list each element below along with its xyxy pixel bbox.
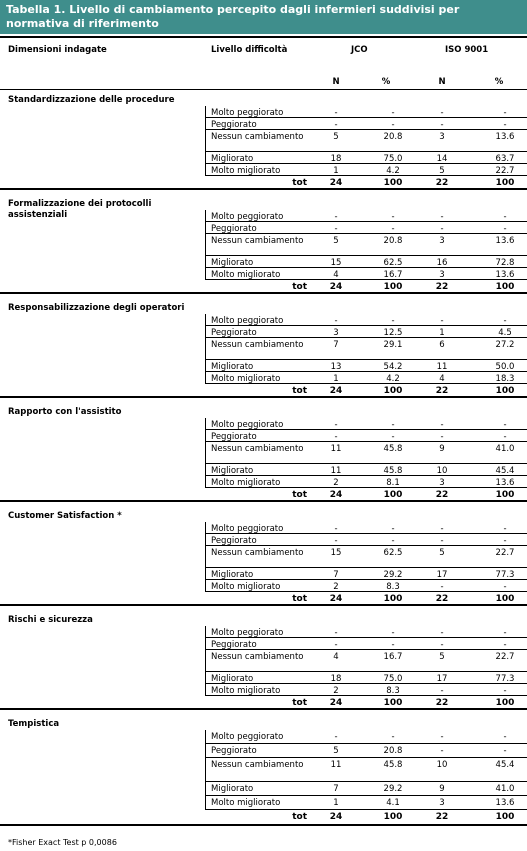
iso-pct-cell: 13.6 xyxy=(495,132,515,142)
iso-n-cell: - xyxy=(440,224,444,234)
jco-pct-cell: 8.3 xyxy=(386,582,400,592)
level-label: Molto peggiorato xyxy=(211,628,284,638)
level-label: Molto migliorato xyxy=(211,478,281,488)
iso-n-cell: - xyxy=(440,420,444,430)
level-label: Nessun cambiamento xyxy=(211,652,304,662)
iso-n-cell: 4 xyxy=(439,374,445,384)
level-label: Molto migliorato xyxy=(211,686,281,696)
section-divider xyxy=(205,522,206,592)
iso-pct-cell: - xyxy=(503,420,507,430)
iso-pct-cell: - xyxy=(503,212,507,222)
jco-pct-cell: - xyxy=(391,732,395,742)
jco-n-cell: - xyxy=(334,536,338,546)
jco-n-cell: 1 xyxy=(333,798,339,808)
jco-n-cell: - xyxy=(334,120,338,130)
table-row xyxy=(205,418,527,430)
jco-pct-cell: 62.5 xyxy=(383,548,403,558)
section-rule xyxy=(0,188,527,190)
total-row xyxy=(205,384,527,396)
dimension-label: Customer Satisfaction * xyxy=(8,511,122,521)
iso-pct-cell: 100 xyxy=(495,594,515,604)
total-label: tot xyxy=(292,812,307,822)
section-rule xyxy=(0,500,527,502)
jco-pct-cell: 100 xyxy=(383,178,403,188)
dimension-label: Standardizzazione delle procedure xyxy=(8,95,175,105)
dimension-label: Rapporto con l'assistito xyxy=(8,407,122,417)
iso-n-cell: - xyxy=(440,212,444,222)
jco-n-cell: 5 xyxy=(333,236,339,246)
iso-pct-cell: 100 xyxy=(495,282,515,292)
jco-pct-cell: 20.8 xyxy=(383,746,403,756)
level-label: Molto migliorato xyxy=(211,166,281,176)
iso-pct-cell: - xyxy=(503,524,507,534)
iso-pct-cell: 77.3 xyxy=(495,570,515,580)
table-row xyxy=(205,568,527,580)
table-row xyxy=(205,360,527,372)
jco-n-cell: 11 xyxy=(330,444,342,454)
iso-n-cell: 22 xyxy=(435,386,449,396)
jco-pct-cell: 16.7 xyxy=(383,270,403,280)
jco-n-cell: - xyxy=(334,432,338,442)
jco-pct-cell: - xyxy=(391,524,395,534)
section-rule xyxy=(0,604,527,606)
jco-n-cell: 24 xyxy=(329,812,343,822)
iso-n-cell: 5 xyxy=(439,548,445,558)
jco-pct-cell: 29.2 xyxy=(383,570,403,580)
jco-pct-cell: 20.8 xyxy=(383,132,403,142)
iso-pct-cell: 45.4 xyxy=(495,466,515,476)
iso-n-cell: 16 xyxy=(436,258,448,268)
jco-n-cell: - xyxy=(334,224,338,234)
level-label: Peggiorato xyxy=(211,640,257,650)
jco-n-cell: 24 xyxy=(329,490,343,500)
jco-n-cell: 24 xyxy=(329,698,343,708)
iso-pct-cell: 18.3 xyxy=(495,374,515,384)
jco-pct-cell: 29.1 xyxy=(383,340,403,350)
iso-n-cell: 22 xyxy=(435,178,449,188)
table-row xyxy=(205,546,527,568)
total-row xyxy=(205,592,527,604)
iso-pct-cell: 100 xyxy=(495,812,515,822)
level-label: Molto migliorato xyxy=(211,798,281,808)
jco-pct-cell: - xyxy=(391,212,395,222)
iso-n-cell: - xyxy=(440,316,444,326)
table-row xyxy=(205,758,527,782)
iso-n-cell: - xyxy=(440,628,444,638)
total-row xyxy=(205,176,527,188)
table-row xyxy=(205,796,527,810)
header-iso-pct: % xyxy=(494,77,504,87)
level-label: Molto peggiorato xyxy=(211,524,284,534)
header-rule-bottom xyxy=(0,89,527,90)
dimension-label: Rischi e sicurezza xyxy=(8,615,93,625)
section-rule xyxy=(0,708,527,710)
jco-n-cell: - xyxy=(334,316,338,326)
jco-n-cell: 15 xyxy=(330,258,342,268)
iso-n-cell: 3 xyxy=(439,270,445,280)
iso-pct-cell: 13.6 xyxy=(495,236,515,246)
jco-pct-cell: 45.8 xyxy=(383,444,403,454)
jco-pct-cell: - xyxy=(391,224,395,234)
iso-n-cell: 22 xyxy=(435,282,449,292)
jco-pct-cell: 62.5 xyxy=(383,258,403,268)
table-row xyxy=(205,234,527,256)
jco-n-cell: 2 xyxy=(333,582,339,592)
jco-n-cell: 1 xyxy=(333,374,339,384)
iso-n-cell: 14 xyxy=(436,154,448,164)
table-row xyxy=(205,268,527,280)
table-row xyxy=(205,522,527,534)
iso-pct-cell: - xyxy=(503,536,507,546)
iso-pct-cell: 4.5 xyxy=(498,328,512,338)
iso-pct-cell: 77.3 xyxy=(495,674,515,684)
iso-n-cell: 3 xyxy=(439,236,445,246)
dimension-label: Responsabilizzazione degli operatori xyxy=(8,303,185,313)
jco-pct-cell: 12.5 xyxy=(383,328,403,338)
level-label: Peggiorato xyxy=(211,328,257,338)
level-label: Migliorato xyxy=(211,674,254,684)
total-label: tot xyxy=(292,698,307,708)
title-bar xyxy=(0,0,527,34)
table-row xyxy=(205,684,527,696)
level-label: Molto peggiorato xyxy=(211,732,284,742)
jco-pct-cell: 4.1 xyxy=(386,798,400,808)
level-label: Molto peggiorato xyxy=(211,108,284,118)
iso-n-cell: 11 xyxy=(436,362,448,372)
jco-pct-cell: 20.8 xyxy=(383,236,403,246)
iso-n-cell: 9 xyxy=(439,444,445,454)
jco-pct-cell: 100 xyxy=(383,594,403,604)
iso-pct-cell: 100 xyxy=(495,386,515,396)
iso-n-cell: 22 xyxy=(435,812,449,822)
table-title: Tabella 1. Livello di cambiamento percepito dagli infermieri suddivisi per normativa di riferimento xyxy=(6,3,460,30)
jco-pct-cell: - xyxy=(391,420,395,430)
jco-n-cell: 13 xyxy=(330,362,342,372)
level-label: Peggiorato xyxy=(211,746,257,756)
jco-n-cell: 24 xyxy=(329,386,343,396)
iso-n-cell: - xyxy=(440,524,444,534)
level-label: Nessun cambiamento xyxy=(211,760,304,770)
table-row xyxy=(205,314,527,326)
total-row xyxy=(205,488,527,500)
iso-pct-cell: - xyxy=(503,582,507,592)
iso-n-cell: 3 xyxy=(439,478,445,488)
table-row xyxy=(205,338,527,360)
iso-pct-cell: 100 xyxy=(495,490,515,500)
total-row xyxy=(205,810,527,824)
jco-n-cell: 7 xyxy=(333,570,339,580)
header-dimension: Dimensioni indagate xyxy=(8,45,107,55)
jco-n-cell: - xyxy=(334,640,338,650)
jco-pct-cell: 100 xyxy=(383,386,403,396)
jco-pct-cell: 8.3 xyxy=(386,686,400,696)
table-row xyxy=(205,744,527,758)
iso-n-cell: - xyxy=(440,432,444,442)
iso-pct-cell: 41.0 xyxy=(495,444,515,454)
level-label: Molto migliorato xyxy=(211,582,281,592)
iso-pct-cell: 100 xyxy=(495,178,515,188)
iso-n-cell: - xyxy=(440,108,444,118)
table-row xyxy=(205,256,527,268)
section-divider xyxy=(205,418,206,488)
level-label: Molto peggiorato xyxy=(211,316,284,326)
jco-n-cell: 5 xyxy=(333,132,339,142)
iso-pct-cell: 22.7 xyxy=(495,652,515,662)
level-label: Peggiorato xyxy=(211,432,257,442)
total-label: tot xyxy=(292,490,307,500)
level-label: Migliorato xyxy=(211,466,254,476)
table-row xyxy=(205,442,527,464)
iso-n-cell: 6 xyxy=(439,340,445,350)
iso-n-cell: 1 xyxy=(439,328,445,338)
iso-pct-cell: - xyxy=(503,640,507,650)
iso-n-cell: 17 xyxy=(436,674,448,684)
table-row xyxy=(205,782,527,796)
level-label: Molto peggiorato xyxy=(211,420,284,430)
iso-pct-cell: - xyxy=(503,628,507,638)
total-label: tot xyxy=(292,386,307,396)
jco-n-cell: 5 xyxy=(333,746,339,756)
jco-n-cell: 15 xyxy=(330,548,342,558)
header-jco-pct: % xyxy=(381,77,391,87)
iso-pct-cell: 13.6 xyxy=(495,270,515,280)
jco-pct-cell: 100 xyxy=(383,490,403,500)
iso-pct-cell: - xyxy=(503,686,507,696)
section-rule xyxy=(0,292,527,294)
jco-n-cell: 2 xyxy=(333,686,339,696)
iso-n-cell: 22 xyxy=(435,594,449,604)
iso-pct-cell: 63.7 xyxy=(495,154,515,164)
level-label: Peggiorato xyxy=(211,536,257,546)
jco-n-cell: 4 xyxy=(333,652,339,662)
level-label: Molto migliorato xyxy=(211,270,281,280)
jco-pct-cell: - xyxy=(391,432,395,442)
jco-n-cell: 7 xyxy=(333,784,339,794)
table-row xyxy=(205,430,527,442)
jco-n-cell: 2 xyxy=(333,478,339,488)
section-rule xyxy=(0,824,527,826)
jco-pct-cell: - xyxy=(391,108,395,118)
total-label: tot xyxy=(292,178,307,188)
jco-n-cell: - xyxy=(334,524,338,534)
table-row xyxy=(205,130,527,152)
iso-pct-cell: - xyxy=(503,108,507,118)
section-rule xyxy=(0,396,527,398)
jco-n-cell: 7 xyxy=(333,340,339,350)
footnote: *Fisher Exact Test p 0,0086 xyxy=(8,838,117,847)
iso-n-cell: - xyxy=(440,640,444,650)
iso-pct-cell: 45.4 xyxy=(495,760,515,770)
jco-n-cell: 18 xyxy=(330,674,342,684)
level-label: Migliorato xyxy=(211,362,254,372)
jco-n-cell: - xyxy=(334,212,338,222)
jco-n-cell: 24 xyxy=(329,282,343,292)
header-rule-top xyxy=(0,36,527,38)
iso-pct-cell: 100 xyxy=(495,698,515,708)
table-row xyxy=(205,118,527,130)
table-row xyxy=(205,580,527,592)
iso-n-cell: 5 xyxy=(439,652,445,662)
iso-pct-cell: - xyxy=(503,732,507,742)
header-jco-n: N xyxy=(332,77,340,87)
table-row xyxy=(205,534,527,546)
iso-pct-cell: - xyxy=(503,432,507,442)
level-label: Nessun cambiamento xyxy=(211,236,304,246)
table-row xyxy=(205,730,527,744)
iso-pct-cell: 13.6 xyxy=(495,478,515,488)
jco-n-cell: 11 xyxy=(330,760,342,770)
iso-n-cell: 9 xyxy=(439,784,445,794)
table-row xyxy=(205,326,527,338)
iso-n-cell: - xyxy=(440,746,444,756)
section-divider xyxy=(205,626,206,696)
table-row xyxy=(205,464,527,476)
jco-n-cell: 1 xyxy=(333,166,339,176)
jco-n-cell: - xyxy=(334,420,338,430)
iso-n-cell: 22 xyxy=(435,698,449,708)
jco-pct-cell: - xyxy=(391,640,395,650)
iso-n-cell: 5 xyxy=(439,166,445,176)
level-label: Migliorato xyxy=(211,784,254,794)
level-label: Nessun cambiamento xyxy=(211,340,304,350)
table-row xyxy=(205,638,527,650)
jco-n-cell: 4 xyxy=(333,270,339,280)
table-row xyxy=(205,626,527,638)
jco-n-cell: - xyxy=(334,108,338,118)
iso-pct-cell: 13.6 xyxy=(495,798,515,808)
section-divider xyxy=(205,106,206,176)
table-row xyxy=(205,210,527,222)
jco-pct-cell: 100 xyxy=(383,812,403,822)
iso-n-cell: - xyxy=(440,120,444,130)
iso-pct-cell: - xyxy=(503,120,507,130)
jco-pct-cell: - xyxy=(391,316,395,326)
jco-pct-cell: 4.2 xyxy=(386,374,400,384)
iso-pct-cell: - xyxy=(503,746,507,756)
iso-n-cell: - xyxy=(440,582,444,592)
iso-n-cell: 3 xyxy=(439,132,445,142)
jco-n-cell: 24 xyxy=(329,178,343,188)
iso-n-cell: 17 xyxy=(436,570,448,580)
iso-n-cell: - xyxy=(440,536,444,546)
jco-pct-cell: - xyxy=(391,120,395,130)
level-label: Molto peggiorato xyxy=(211,212,284,222)
table-row xyxy=(205,476,527,488)
section-divider xyxy=(205,730,206,810)
total-label: tot xyxy=(292,282,307,292)
level-label: Peggiorato xyxy=(211,120,257,130)
iso-n-cell: - xyxy=(440,732,444,742)
total-row xyxy=(205,280,527,292)
iso-n-cell: 10 xyxy=(436,760,448,770)
jco-pct-cell: 75.0 xyxy=(383,674,403,684)
jco-pct-cell: 29.2 xyxy=(383,784,403,794)
jco-pct-cell: 16.7 xyxy=(383,652,403,662)
jco-n-cell: 24 xyxy=(329,594,343,604)
jco-n-cell: 11 xyxy=(330,466,342,476)
jco-n-cell: - xyxy=(334,732,338,742)
level-label: Nessun cambiamento xyxy=(211,548,304,558)
level-label: Migliorato xyxy=(211,154,254,164)
iso-pct-cell: 27.2 xyxy=(495,340,515,350)
table-row xyxy=(205,164,527,176)
iso-pct-cell: - xyxy=(503,316,507,326)
iso-n-cell: 10 xyxy=(436,466,448,476)
table-row xyxy=(205,152,527,164)
dimension-label: Formalizzazione dei protocolli assistenziali xyxy=(8,199,152,220)
section-divider xyxy=(205,210,206,280)
jco-n-cell: 3 xyxy=(333,328,339,338)
header-jco: JCO xyxy=(351,45,368,55)
jco-pct-cell: 4.2 xyxy=(386,166,400,176)
iso-pct-cell: 41.0 xyxy=(495,784,515,794)
iso-pct-cell: - xyxy=(503,224,507,234)
jco-n-cell: 18 xyxy=(330,154,342,164)
iso-pct-cell: 22.7 xyxy=(495,166,515,176)
table-row xyxy=(205,372,527,384)
jco-pct-cell: 8.1 xyxy=(386,478,400,488)
iso-n-cell: 3 xyxy=(439,798,445,808)
table-row xyxy=(205,672,527,684)
dimension-label: Tempistica xyxy=(8,719,60,729)
jco-pct-cell: 45.8 xyxy=(383,466,403,476)
jco-pct-cell: 54.2 xyxy=(383,362,403,372)
iso-pct-cell: 50.0 xyxy=(495,362,515,372)
jco-n-cell: - xyxy=(334,628,338,638)
level-label: Peggiorato xyxy=(211,224,257,234)
table-row xyxy=(205,106,527,118)
level-label: Migliorato xyxy=(211,570,254,580)
jco-pct-cell: 100 xyxy=(383,282,403,292)
level-label: Nessun cambiamento xyxy=(211,444,304,454)
jco-pct-cell: 100 xyxy=(383,698,403,708)
level-label: Molto migliorato xyxy=(211,374,281,384)
table-row xyxy=(205,222,527,234)
level-label: Nessun cambiamento xyxy=(211,132,304,142)
iso-n-cell: 22 xyxy=(435,490,449,500)
header-iso: ISO 9001 xyxy=(445,45,489,55)
section-divider xyxy=(205,314,206,384)
iso-n-cell: - xyxy=(440,686,444,696)
jco-pct-cell: 45.8 xyxy=(383,760,403,770)
header-level: Livello difficoltà xyxy=(211,45,288,55)
total-row xyxy=(205,696,527,708)
total-label: tot xyxy=(292,594,307,604)
header-iso-n: N xyxy=(438,77,446,87)
iso-pct-cell: 22.7 xyxy=(495,548,515,558)
jco-pct-cell: 75.0 xyxy=(383,154,403,164)
iso-pct-cell: 72.8 xyxy=(495,258,515,268)
jco-pct-cell: - xyxy=(391,628,395,638)
level-label: Migliorato xyxy=(211,258,254,268)
jco-pct-cell: - xyxy=(391,536,395,546)
table-row xyxy=(205,650,527,672)
